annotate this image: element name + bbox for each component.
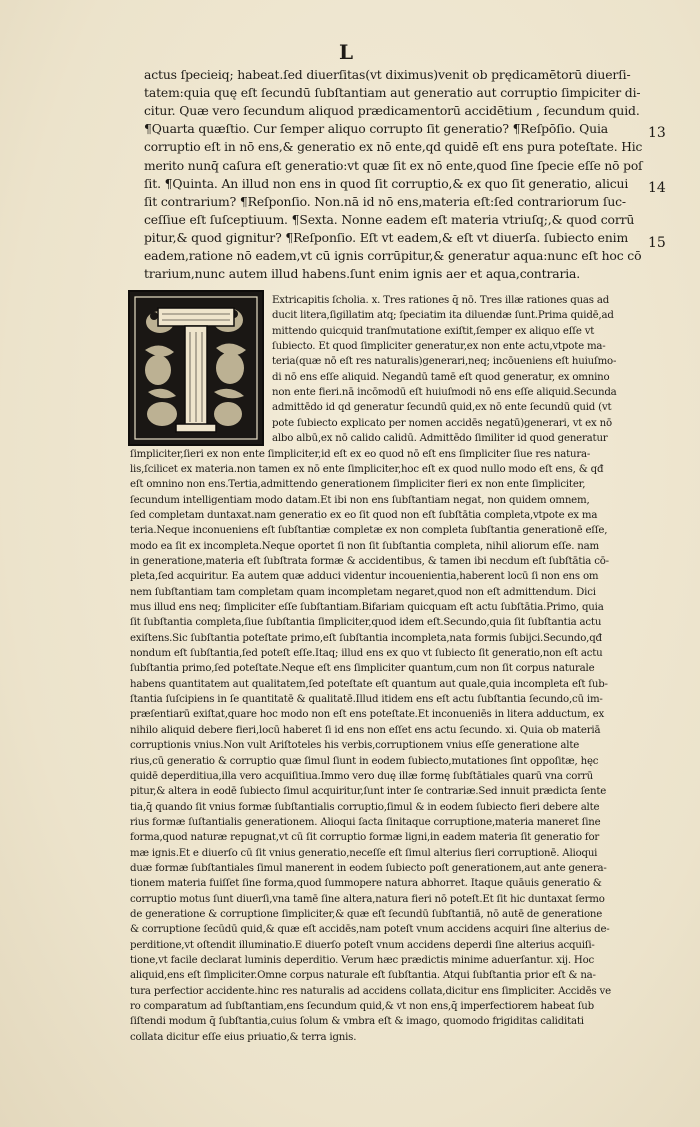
scholia-line: mittendo quicquid tranſmutatione exiſtit,ſemper ex aliquo eſſe vt (272, 325, 595, 337)
scholia-line: rius formæ ſuſtantialis generationem. Alioqui ſacta ſinitaque corruptione,materia maneret ſine (130, 816, 601, 828)
scholia-line: collata dicitur eſſe eius priuatio,& terra ignis. (130, 1031, 357, 1043)
scholia-line: tione,vt facile declarat luminis deperditio. Verum hæc prædictis minime aduerſantur. xij. Hoc (130, 955, 595, 967)
scholia-line: tia,q̄ quando ſit vnius formæ ſubſtantialis corruptio,ſimul & in eodem ſubiecto fieri debere alte (130, 801, 600, 813)
scholia-line: quidē deperditiua,illa vero acquiſitiua.Immo vero duę illæ formę ſubſtātiales quarū vna corrū (130, 770, 593, 782)
scholia-line: rius,cū generatio & corruptio quæ ſimul ſiunt in eodem ſubiecto,mutationes ſint oppoſitæ, hęc (130, 755, 599, 767)
text-line: ſit contrarium? ¶Reſponſio. Non.nā id nō ens,materia eſt:ſed contrariorum ſuc- (144, 193, 626, 209)
scholia-line: ſimpliciter,ſieri ex non ente ſimpliciter,id eſt ex eo quod nō eſt ens ſimpliciter ſiue res natura- (130, 448, 591, 460)
text-line: ſit. ¶Quinta. An illud non ens in quod ſit corruptio,& ex quo ſit generatio, alicui (144, 175, 629, 191)
scholia-line: teria.Neque inconueniens eſt ſubſtantiæ completæ ex non completa ſubſtantia generationē eſſe, (130, 525, 608, 537)
scholia-line: tura perfectior accidente.hinc res naturalis ad accidens collata,dicitur ens ſimpliciter. Accidēs ve (130, 985, 611, 997)
scholia-line: duæ formæ ſubſtantiales ſimul manerent in eodem ſubiecto poſt generationem,aut ante genera- (130, 862, 607, 874)
scholia-line: albo albū,ex nō calido calidū. Admittēdo ſimiliter id quod generatur (272, 433, 608, 445)
scholia-line: ſubiecto. Et quod ſimpliciter generatur,ex non ente actu,vtpote ma- (272, 341, 606, 353)
scholia-line: ſit ſubſtantia completa,ſiue ſubſtantia ſimpliciter,quod idem eſt.Secundo,quia ſit ſubſtantia actu (130, 617, 602, 629)
scholia-line: ſubſtantia primo,ſed poteſtate.Neque eſt ens ſimpliciter quantum,cum non ſit corpus naturale (130, 663, 595, 675)
scholia-line: pote ſubiecto explicato per nomen accidēs negatū)generari, vt ex nō (272, 417, 612, 429)
scholia-line: corruptio motus ſunt diuerſi,vna tamē ſine altera,natura fieri nō poteſt.Et ſit hic duntaxat ſermo (130, 893, 605, 905)
scholia-line: forma,quod naturæ repugnat,vt cū ſit corruptio formæ ligni,in eadem materia ſit generatio for (130, 832, 600, 844)
scholia-line: nondum eſt ſubſtantia,ſed poteſt eſſe.Itaq; illud ens ex quo vt ſubiecto ſit generatio,non eſt actu (130, 648, 603, 660)
text-line: tatem:quia quę eſt ſecundū ſubſtantiam aut generatio aut corruptio ſimpiciter di- (144, 85, 641, 101)
scholia-line: ſiſtendi modum q̄ ſubſtantia,cuius ſolum & vmbra eſt & imago, quomodo frigiditas caliditati (130, 1016, 584, 1028)
scholia-line: præſentiarū exiſtat,quare hoc modo non eſt ens poteſtate.Et inconueniēs in litera adductum, ex (130, 709, 605, 721)
scholia-line: mæ ignis.Et e diuerſo cū ſit vnius generatio,neceſſe eſt ſimul alterius ſieri corruptionē. Alioqui (130, 847, 598, 859)
text-line: eadem,ratione nō eadem,vt cū ignis corrūpitur,& generatur aqua:nunc eſt hoc cō (144, 248, 642, 263)
scholia-line: ſecundum intelligentiam modo datam.Et ibi non ens ſubſtantiam negat, non quidem omnem, (130, 494, 590, 506)
scholia-line: de generatione & corruptione ſimpliciter,& quæ eſt ſecundū ſubſtantiā, nō autē de generatione (130, 909, 603, 920)
margin-number: 15 (648, 235, 666, 251)
scholia-line: ducit litera,ſigillatim atq; ſpeciatim ita diluendæ ſunt.Prima quidē,ad (272, 310, 614, 322)
decorated-initial-woodcut (128, 290, 264, 446)
scholia-line: in generatione,materia eſt ſubſtrata formæ & accidentibus, & tamen ibi necdum eſt ſubſtātia cō- (130, 555, 609, 567)
scholia-line: ſed completam duntaxat.nam generatio ex eo ſit quod non eſt ſubſtātia completa,vtpote ex ma (130, 509, 598, 521)
text-line: corruptio eſt in nō ens,& generatio ex nō ente,qd quidē eſt ens pura poteſtate. Hic (144, 139, 643, 155)
scholia-line: pitur,& altera in eodē ſubiecto ſimul acquiritur,ſunt inter ſe contrariæ.Sed innuit prædicta ſente (130, 786, 607, 798)
scholia-line: nihilo aliquid debere fieri,locū haberet ſi id ens non eſſet ens actu ſecundo. xi. Quia ob materiā (130, 724, 601, 736)
scholia-line: nem ſubſtantiam tam completam quam incompletam negaret,quod non eſt admittendum. Dici (130, 586, 596, 598)
text-line: merito nunq̄ caſura eſt generatio:vt quæ ſit ex nō ente,quod ſine ſpecie eſſe nō poſ (144, 157, 643, 173)
scholia-line: eſt omnino non ens.Tertia,admittendo generationem ſimpliciter fieri ex non ente ſimpliciter, (130, 479, 586, 491)
scholia-line: corruptionis vnius.Non vult Ariſtoteles his verbis,corruptionem vnius eſſe generatione alte (130, 740, 580, 752)
scholia-line: ſtantia ſuſcipiens in ſe quantitatē & qualitatē.Illud itidem ens eſt actu ſubſtantia ſecundo,cū im- (130, 694, 603, 706)
scholia-line: pleta,ſed acquiritur. Ea autem quæ adduci videntur incouenientia,haberent locū ſi non ens om (130, 571, 599, 583)
scholia-line: habens quantitatem aut qualitatem,ſed poteſtate eſt quantum aut quale,quia incompleta eſt ſub- (130, 678, 608, 690)
text-line: actus ſpecieiq; habeat.ſed diuerſitas(vt diximus)venit ob prędicamētorū diuerſi- (144, 67, 631, 82)
margin-number: 14 (648, 180, 666, 196)
scholia-line: mus illud ens neq; ſimpliciter eſſe ſubſtantiam.Bifariam quicquam eſt actu ſubſtātia.Primo, quia (130, 602, 604, 613)
scholia-line: Extricapitis ſcholia. x. Tres rationes q̄ nō. Tres illæ rationes quas ad (272, 295, 610, 306)
scholia-line: exiſtens.Sic ſubſtantia poteſtate primo,eſt ſubſtantia incompleta,nata formis ſubijci.Secundo,qđ (130, 632, 602, 644)
text-line: pitur,& quod gignitur? ¶Reſponſio. Eſt vt eadem,& eſt vt diuerſa. ſubiecto enim (144, 229, 629, 245)
scholia-line: ro comparatum ad ſubſtantiam,ens ſecundum quid,& vt non ens,q̄ imperfectiorem habeat ſub (130, 1001, 594, 1013)
margin-number: 13 (648, 125, 666, 141)
text-line: citur. Quæ vero ſecundum aliquod prædicamentorū accidētium , ſecundum quid. (144, 103, 640, 119)
text-line: trarium,nunc autem illud habens.ſunt enim ignis aer et aqua,contraria. (144, 266, 581, 282)
scholia-line: & corruptione ſecūdū quid,& quæ eſt accidēs,nam poteſt vnum accidens acquiri ſine alterius de- (130, 924, 610, 936)
scholia-line: perditione,vt oſtendit illuminatio.E diuerſo poteſt vnum accidens deperdi ſine alterius acquiſi- (130, 939, 595, 951)
scholia-line: non ente fieri.nā incōmodū eſt huiuſmodi nō ens eſſe aliquid.Secunda (272, 387, 617, 399)
scholia-line: aliquid,ens eſt ſimpliciter.Omne corpus naturale eſt ſubſtantia. Atqui ſubſtantia prior eſt & na- (130, 970, 596, 982)
scholia-line: tionem materia fuiſſet ſine forma,quod ſummopere natura abhorret. Itaque quāuis generatio & (130, 878, 602, 890)
scholia-line: lis,ſcilicet ex materia.non tamen ex nō ente ſimpliciter,hoc eſt ex quod nullo modo eſt ens, & qđ (130, 463, 604, 475)
scholia-line: admittēdo id qd generatur ſecundū quid,ex nō ente ſecundū quid (vt (272, 402, 612, 414)
text-line: ¶Quarta quæſtio. Cur ſemper aliquo corrupto ſit generatio? ¶Reſpōſio. Quia (144, 121, 609, 137)
woodcut-illustration (130, 292, 262, 444)
text-line: ceſſiue eſt ſuſceptiuum. ¶Sexta. Nonne eadem eſt materia vtriuſq;,& quod corrū (144, 211, 635, 227)
scholia-line: modo ea ſit ex incompleta.Neque oportet ſi non ſit ſubſtantia completa, nihil aliorum eſſe. nam (130, 540, 599, 552)
scholia-line: di nō ens eſſe aliquid. Negandū tamē eſt quod generatur, ex omnino (272, 371, 610, 383)
scholia-line: teria(quæ nō eſt res naturalis)generari,neq; incōueniens eſt huiuſmo- (272, 356, 617, 368)
folio-signature: L (339, 40, 355, 64)
